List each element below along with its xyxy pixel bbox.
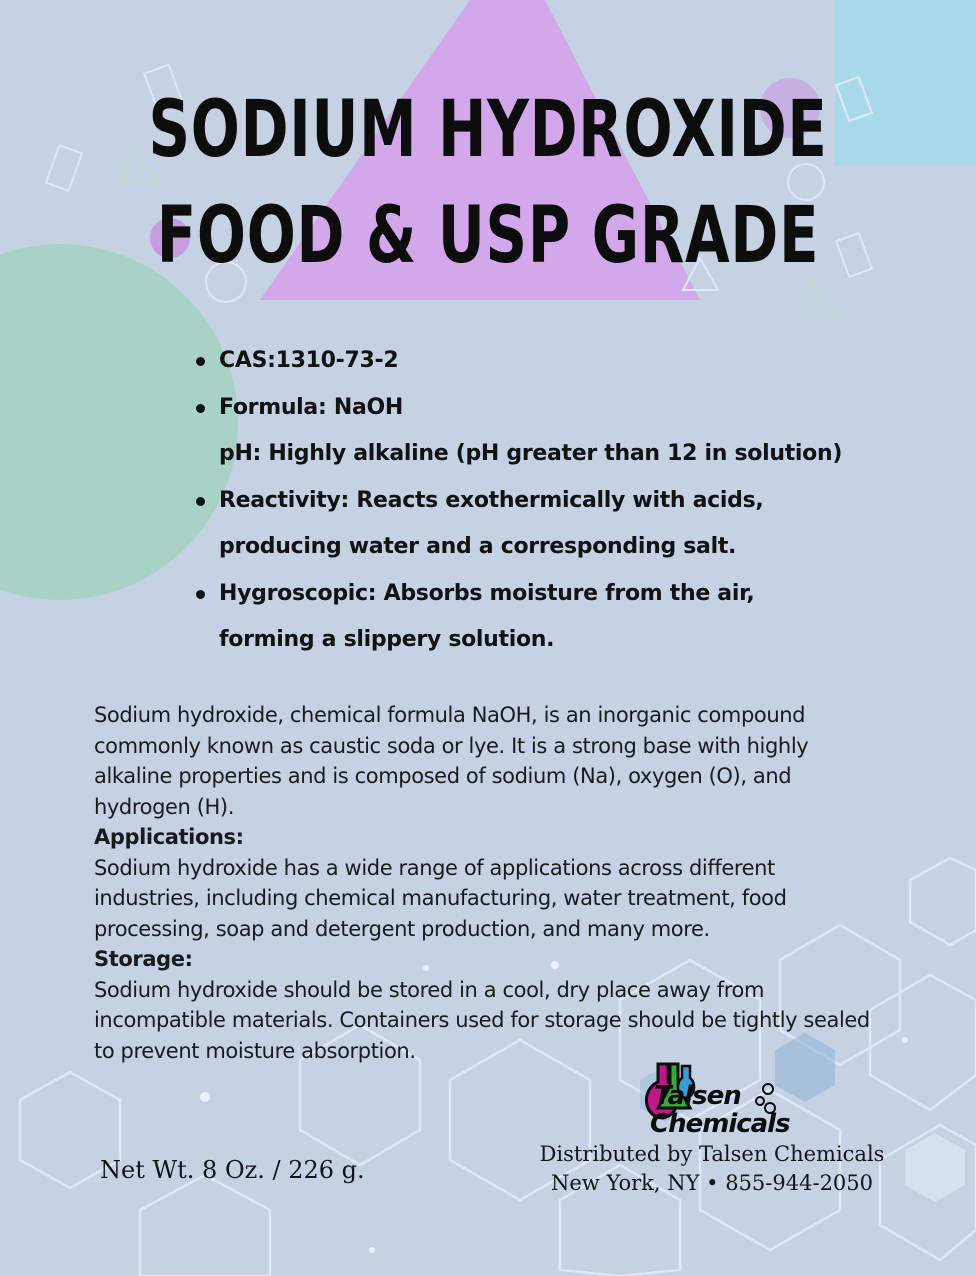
- applications-heading: Applications:: [94, 825, 244, 849]
- distributed-by: Distributed by Talsen Chemicals: [539, 1142, 885, 1166]
- description-block: [94, 700, 884, 1066]
- property-ph: pH: Highly alkaline (pH greater than 12 in solution): [219, 441, 843, 466]
- net-weight: Net Wt. 8 Oz. / 226 g.: [100, 1156, 365, 1184]
- brand-name-line2: Chemicals: [650, 1109, 790, 1139]
- product-title-line1: SODIUM HYDROXIDE: [148, 85, 828, 175]
- intro-paragraph: Sodium hydroxide, chemical formula NaOH, is an inorganic compound commonly known as caustic soda or lye. It is a strong base with highly alkaline properties and is composed of sodium (Na), oxygen (O), and hydrogen (H).: [94, 703, 809, 819]
- property-hygroscopic: Hygroscopic: Absorbs moisture from the air,: [192, 571, 892, 618]
- applications-paragraph: Sodium hydroxide has a wide range of applications across different industries, including chemical manufacturing, water treatment, food processing, soap and detergent production, and many more.: [94, 855, 787, 941]
- storage-heading: Storage:: [94, 947, 193, 971]
- brand-name-line1: Talsen: [654, 1081, 741, 1111]
- property-reactivity: Reactivity: Reacts exothermically with acids,: [192, 478, 892, 525]
- property-hygroscopic-cont: forming a slippery solution.: [219, 627, 555, 652]
- teal-square-shape: [835, 0, 976, 166]
- distributor-info: [520, 1140, 904, 1198]
- storage-paragraph: Sodium hydroxide should be stored in a cool, dry place away from incompatible materials. Containers used for storage should be tightly sealed to prevent moisture absorption.: [94, 977, 870, 1063]
- properties-list: [192, 338, 892, 664]
- contact-line: New York, NY • 855-944-2050: [550, 1171, 874, 1195]
- property-formula: Formula: NaOH: [192, 385, 892, 432]
- product-title-line2: FOOD & USP GRADE: [156, 191, 820, 281]
- property-cas: CAS:1310-73-2: [192, 338, 892, 385]
- property-reactivity-cont: producing water and a corresponding salt.: [219, 534, 737, 559]
- brand-logo-text: [650, 1082, 820, 1138]
